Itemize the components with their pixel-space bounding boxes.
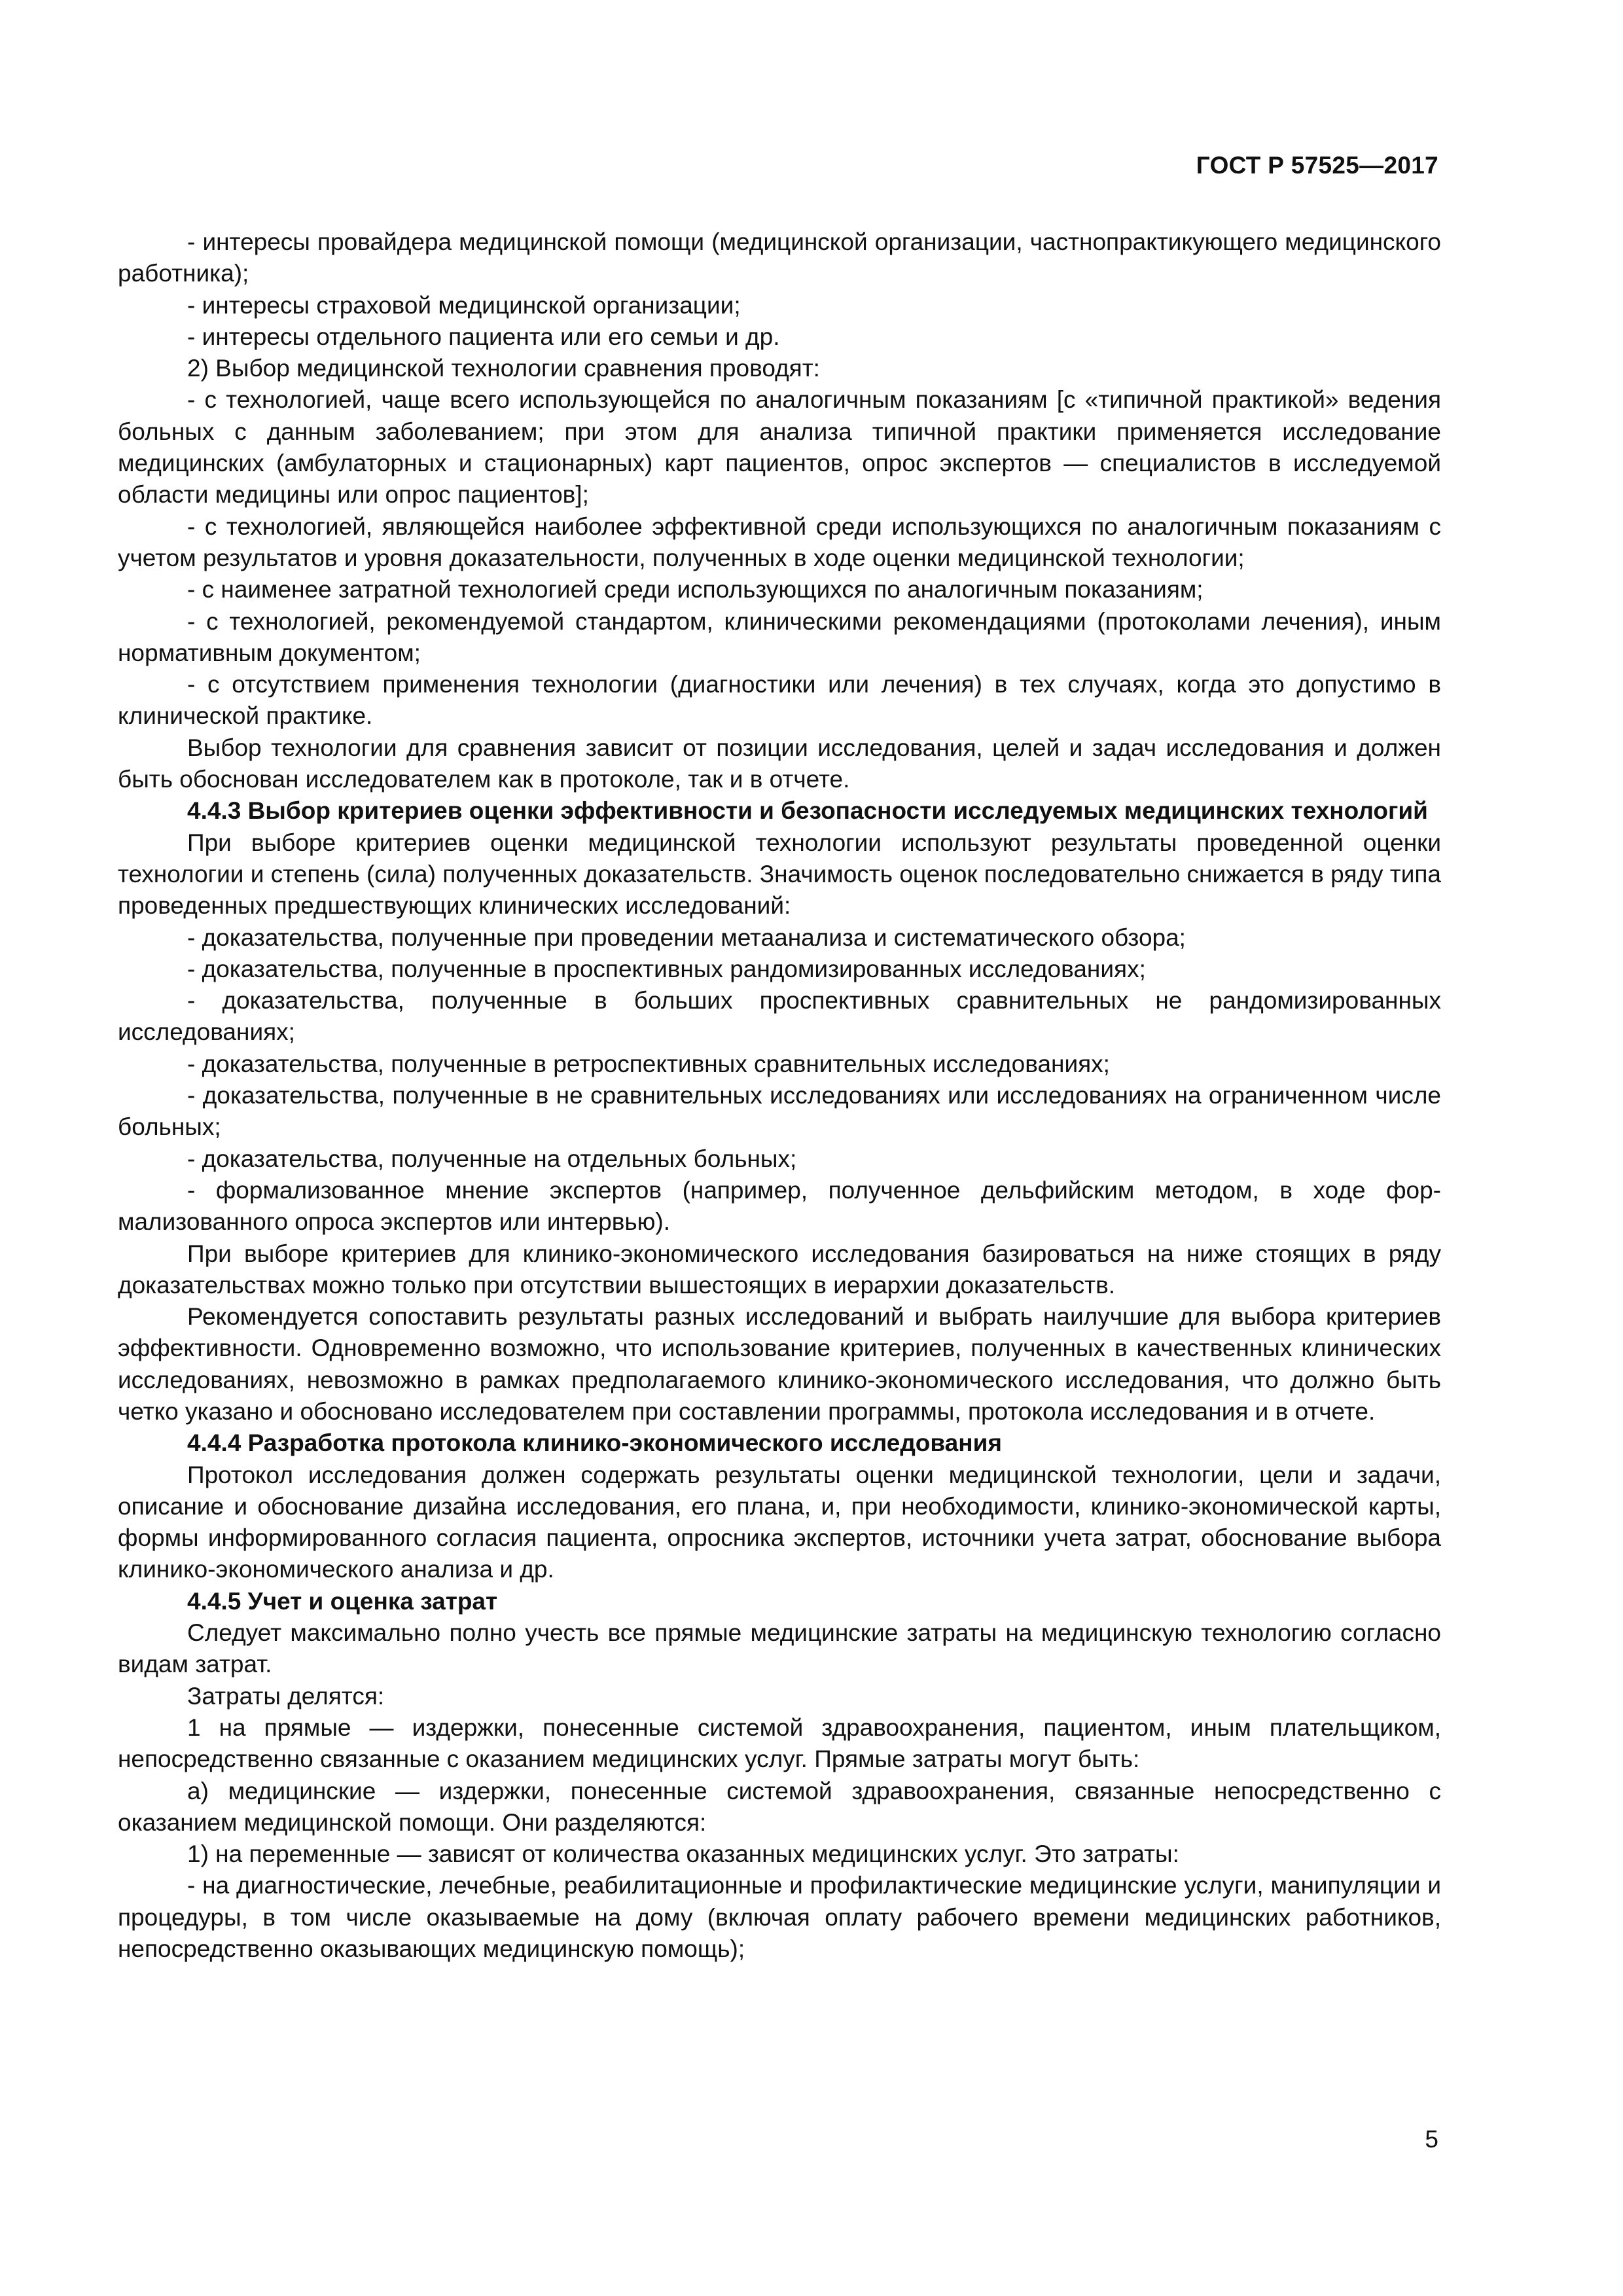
paragraph: Рекомендуется сопоставить результаты разных исследований и выбрать наилучшие для выбора критериев эффективности. Одновременно возможно, что использование критериев, полученных в качественных клинических исследованиях, невозможно в рамках предполагаемого клинико-экономического исследования, что должно быть четко указано и обосновано исследователем при составлении программы, протокола исследования и в отчете.	[118, 1303, 1441, 1425]
paragraph: 1) на переменные — зависят от количества оказанных медицинских услуг. Это затраты:	[187, 1840, 1179, 1868]
section-heading-4-4-4: 4.4.4 Разработка протокола клинико-экономического исследования	[187, 1429, 1002, 1457]
paragraph: При выборе критериев для клинико-экономического исследования базироваться на ниже стоящих в ряду доказательствах можно только при отсутствии вышестоящих в иерархии доказательств.	[118, 1240, 1441, 1299]
list-item: - с технологией, чаще всего использующейся по аналогичным показаниям [с «типичной практикой» ведения больных с данным заболеванием; при этом для анализа типичной практики применяется исследование медицинских (амбулаторных и стационарных) карт пациентов, опрос экспертов — специалистов в исследуемой области медицины или опрос пациентов];	[118, 386, 1441, 509]
document-body	[118, 226, 1441, 1965]
section-heading-4-4-5: 4.4.5 Учет и оценка затрат	[187, 1587, 498, 1615]
paragraph: Протокол исследования должен содержать результаты оценки медицинской технологии, цели и задачи, описание и обоснование дизайна исследования, его плана, и, при необходимости, клинико-экономической карты, формы информированного согласия пациента, опросника экспертов, источники учета затрат, обоснование выбора клинико-экономического анализа и др.	[118, 1461, 1441, 1583]
paragraph: Выбор технологии для сравнения зависит от позиции исследования, целей и задач исследования и должен быть обоснован исследователем как в протоколе, так и в отчете.	[118, 734, 1441, 793]
paragraph: а) медицинские — издержки, понесенные системой здравоохранения, связанные непосредственно с оказанием медицинской помощи. Они разделяются:	[118, 1777, 1441, 1836]
list-item: - с отсутствием применения технологии (диагностики или лечения) в тех случаях, когда это допустимо в клинической практике.	[118, 671, 1441, 730]
list-item: - доказательства, полученные в ретроспективных сравнительных исследованиях;	[187, 1050, 1110, 1077]
list-item: - доказательства, полученные на отдельных больных;	[187, 1145, 797, 1172]
list-item: - доказательства, полученные в проспективных рандомизированных исследованиях;	[187, 955, 1146, 982]
paragraph: - интересы провайдера медицинской помощи (медицинской организации, частнопрактикующего медицинского работника);	[118, 228, 1441, 287]
paragraph: 2) Выбор медицинской технологии сравнения проводят:	[187, 355, 820, 382]
list-item: - интересы страховой медицинской организации;	[187, 291, 741, 319]
list-item: - формализованное мнение экспертов (например, полученное дельфийским методом, в ходе формализованного опроса экспертов или интервью).	[118, 1176, 1441, 1236]
document-standard-id: ГОСТ Р 57525—2017	[1196, 152, 1438, 179]
list-item: - доказательства, полученные при проведении метаанализа и систематического обзора;	[187, 924, 1186, 951]
page-number: 5	[1425, 2126, 1438, 2153]
list-item: - с технологией, рекомендуемой стандартом, клиническими рекомендациями (протоколами лечения), иным нормативным документом;	[118, 607, 1441, 666]
section-heading-4-4-3: 4.4.3 Выбор критериев оценки эффективности и безопасности исследуемых медицинских технологий	[187, 797, 1428, 825]
paragraph: При выборе критериев оценки медицинской технологии используют результаты проведенной оценки технологии и степень (сила) полученных доказательств. Значимость оценок последовательно снижается в ряду типа проведенных предшествующих клинических исследований:	[118, 829, 1441, 920]
list-item: - интересы отдельного пациента или его семьи и др.	[187, 323, 780, 350]
paragraph: Следует максимально полно учесть все прямые медицинские затраты на медицинскую технологию согласно видам затрат.	[118, 1619, 1441, 1678]
list-item: - с наименее затратной технологией среди использующихся по аналогичным показаниям;	[187, 576, 1204, 603]
list-item: - доказательства, полученные в больших проспективных сравнительных не рандомизированных исследованиях;	[118, 987, 1441, 1046]
paragraph: Затраты делятся:	[187, 1682, 385, 1710]
paragraph: 1 на прямые — издержки, понесенные системой здравоохранения, пациентом, иным плательщиком, непосредственно связанные с оказанием медицинских услуг. Прямые затраты могут быть:	[118, 1713, 1441, 1773]
list-item: - доказательства, полученные в не сравнительных исследованиях или исследованиях на ограниченном числе больных;	[118, 1082, 1441, 1141]
list-item: - на диагностические, лечебные, реабилитационные и профилактические медицинские услуги, манипуляции и процедуры, в том числе оказываемые на дому (включая оплату рабочего времени медицинских работников, непосредственно оказывающих медицинскую помощь);	[118, 1872, 1441, 1963]
list-item: - с технологией, являющейся наиболее эффективной среди использующихся по аналогичным показаниям с учетом результатов и уровня доказательности, полученных в ходе оценки медицинской технологии;	[118, 512, 1441, 571]
